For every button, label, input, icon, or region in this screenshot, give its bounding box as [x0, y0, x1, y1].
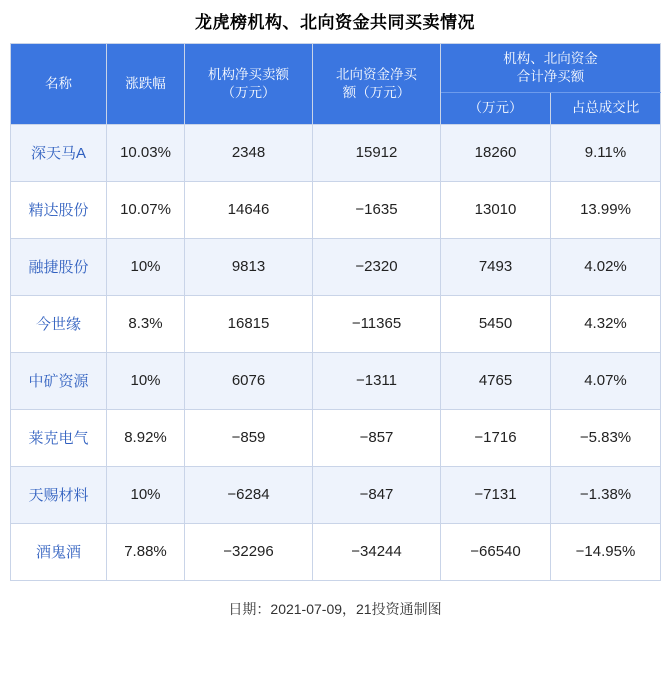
cell-northbound-net: −11365 [313, 295, 441, 352]
cell-northbound-net: −34244 [313, 523, 441, 580]
cell-combined-ratio: 4.07% [551, 352, 661, 409]
table-row [11, 466, 661, 523]
table-row [11, 409, 661, 466]
cell-change: 7.88% [107, 523, 185, 580]
cell-institution-net: 14646 [185, 181, 313, 238]
cell-northbound-net: −1311 [313, 352, 441, 409]
cell-stock-name: 融捷股份 [11, 238, 107, 295]
cell-combined-ratio: 13.99% [551, 181, 661, 238]
cell-northbound-net: 15912 [313, 124, 441, 181]
cell-institution-net: 2348 [185, 124, 313, 181]
cell-combined-amount: 18260 [441, 124, 551, 181]
cell-combined-ratio: 4.32% [551, 295, 661, 352]
cell-change: 10% [107, 352, 185, 409]
cell-combined-ratio: −14.95% [551, 523, 661, 580]
column-header-combined-line2: 合计净买额 [516, 69, 585, 85]
table-row [11, 523, 661, 580]
cell-northbound-net: −1635 [313, 181, 441, 238]
cell-combined-ratio: −5.83% [551, 409, 661, 466]
cell-combined-amount: 13010 [441, 181, 551, 238]
cell-combined-amount: −7131 [441, 466, 551, 523]
cell-institution-net: −859 [185, 409, 313, 466]
cell-northbound-net: −847 [313, 466, 441, 523]
cell-stock-name: 精达股份 [11, 181, 107, 238]
table-row [11, 181, 661, 238]
column-header-combined-amount: （万元） [441, 93, 551, 124]
table-header [11, 44, 661, 125]
column-header-northbound-net-line1: 北向资金净买 [336, 66, 417, 82]
cell-combined-amount: 7493 [441, 238, 551, 295]
cell-stock-name: 中矿资源 [11, 352, 107, 409]
cell-institution-net: 6076 [185, 352, 313, 409]
column-header-combined-ratio: 占总成交比 [551, 93, 661, 124]
cell-combined-amount: 5450 [441, 295, 551, 352]
cell-change: 10% [107, 238, 185, 295]
lhb-data-table [10, 43, 661, 581]
cell-northbound-net: −2320 [313, 238, 441, 295]
cell-change: 10% [107, 466, 185, 523]
cell-change: 8.92% [107, 409, 185, 466]
table-row [11, 295, 661, 352]
column-header-combined-line1: 机构、北向资金 [503, 51, 598, 66]
cell-northbound-net: −857 [313, 409, 441, 466]
column-header-institution-net-line2: （万元） [221, 84, 276, 100]
column-header-name: 名称 [11, 44, 107, 125]
column-header-institution-net-line1: 机构净买卖额 [208, 66, 289, 82]
cell-change: 8.3% [107, 295, 185, 352]
cell-combined-amount: −66540 [441, 523, 551, 580]
cell-stock-name: 莱克电气 [11, 409, 107, 466]
cell-stock-name: 天赐材料 [11, 466, 107, 523]
cell-combined-amount: −1716 [441, 409, 551, 466]
cell-stock-name: 酒鬼酒 [11, 523, 107, 580]
column-header-combined-group [441, 44, 661, 93]
table-row [11, 124, 661, 181]
table-row [11, 238, 661, 295]
cell-change: 10.07% [107, 181, 185, 238]
table-row [11, 352, 661, 409]
cell-combined-ratio: 9.11% [551, 124, 661, 181]
cell-combined-ratio: 4.02% [551, 238, 661, 295]
cell-combined-amount: 4765 [441, 352, 551, 409]
cell-institution-net: −32296 [185, 523, 313, 580]
column-header-institution-net [185, 44, 313, 125]
cell-institution-net: 16815 [185, 295, 313, 352]
cell-stock-name: 深天马A [11, 124, 107, 181]
cell-institution-net: −6284 [185, 466, 313, 523]
footer-note: 日期：2021-07-09，21投资通制图 [228, 600, 442, 617]
table-header-row-1 [11, 44, 661, 93]
cell-stock-name: 今世缘 [11, 295, 107, 352]
cell-combined-ratio: −1.38% [551, 466, 661, 523]
cell-change: 10.03% [107, 124, 185, 181]
cell-institution-net: 9813 [185, 238, 313, 295]
table-body [11, 124, 661, 580]
column-header-change: 涨跌幅 [107, 44, 185, 125]
column-header-northbound-net-line2: 额（万元） [342, 84, 411, 100]
column-header-northbound-net [313, 44, 441, 125]
page-title: 龙虎榜机构、北向资金共同买卖情况 [195, 13, 475, 32]
